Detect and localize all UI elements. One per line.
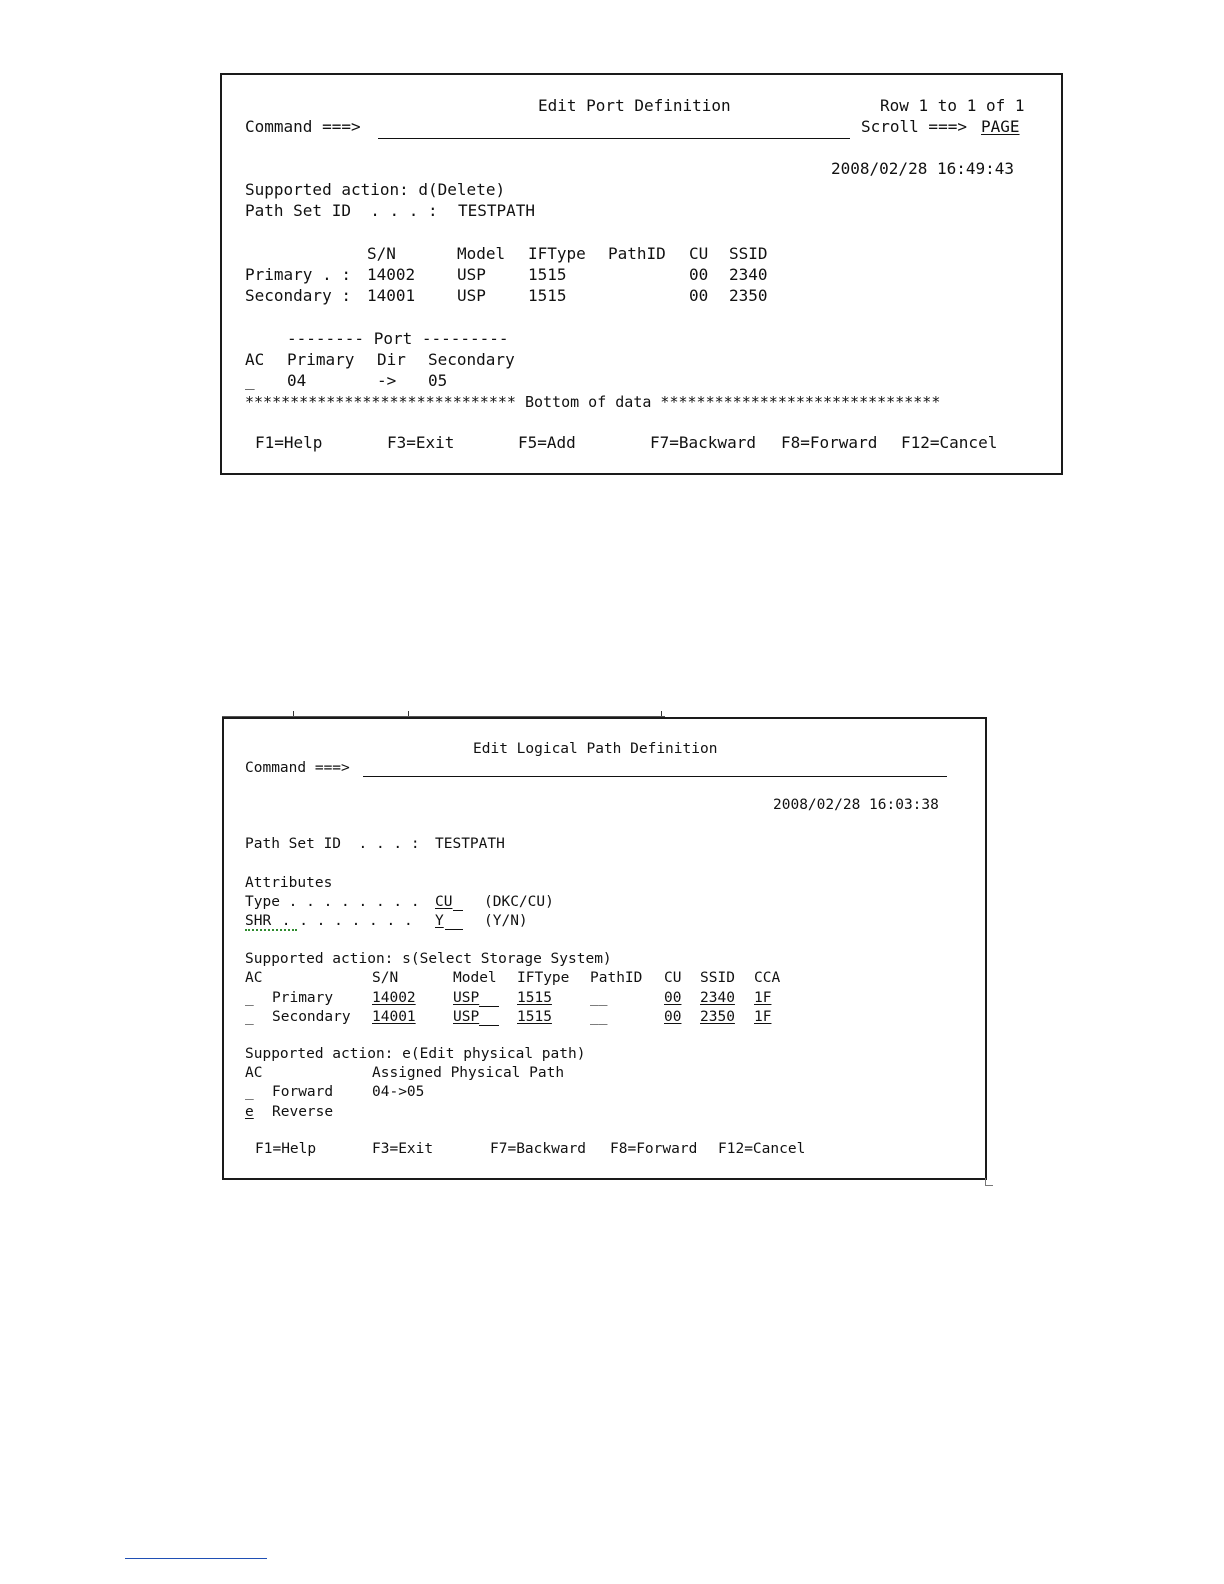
row-cca-input[interactable]: 1F: [754, 1009, 772, 1025]
header-iftype: IFType: [528, 244, 586, 263]
path-set-id-label: Path Set ID . . . :: [245, 836, 420, 852]
attributes-heading: Attributes: [245, 875, 333, 891]
row-sn-input[interactable]: 14002: [372, 990, 416, 1006]
supported-action-edit: Supported action: e(Edit physical path): [245, 1046, 586, 1062]
forward-path-value: 04->05: [372, 1084, 425, 1100]
supported-action: Supported action: d(Delete): [245, 180, 506, 199]
row-action-input[interactable]: _: [245, 1009, 254, 1025]
row-cu: 00: [689, 265, 709, 284]
header-iftype: IFType: [517, 970, 570, 986]
type-input[interactable]: CU: [435, 894, 453, 910]
row-label: Primary . :: [245, 265, 351, 284]
row-ssid: 2350: [729, 286, 768, 305]
port-screen-title: Edit Port Definition: [538, 96, 731, 115]
header-cca: CCA: [754, 970, 781, 986]
edit-logical-path-definition-panel: [222, 717, 987, 1180]
row-cu-input[interactable]: 00: [664, 990, 682, 1006]
ruler-tick: [661, 711, 662, 716]
command-label: Command ===>: [245, 760, 350, 776]
type-hint: (DKC/CU): [484, 894, 554, 910]
header-model: Model: [457, 244, 506, 263]
header-sn: S/N: [372, 970, 399, 986]
shr-label: SHR: [245, 913, 272, 929]
f7-backward-key[interactable]: F7=Backward: [490, 1141, 587, 1157]
forward-label: Forward: [272, 1084, 334, 1100]
scroll-label: Scroll ===>: [861, 117, 967, 136]
port-header-ac: AC: [245, 350, 265, 369]
f3-exit-key[interactable]: F3=Exit: [372, 1141, 434, 1157]
row-pathid-input[interactable]: __: [590, 990, 608, 1006]
command-input[interactable]: [363, 759, 945, 777]
row-model-input[interactable]: USP: [453, 1009, 480, 1025]
port-group-header: -------- Port ---------: [287, 329, 509, 348]
shr-input-underline: [445, 929, 463, 930]
f8-forward-key[interactable]: F8=Forward: [781, 433, 878, 452]
edit-port-definition-panel: [220, 73, 1063, 475]
f12-cancel-key[interactable]: F12=Cancel: [901, 433, 998, 452]
f1-help-key[interactable]: F1=Help: [255, 1141, 317, 1157]
path-set-id-label: Path Set ID . . . :: [245, 201, 438, 220]
path-header-ac: AC: [245, 1065, 263, 1081]
row-iftype-input[interactable]: 1515: [517, 1009, 552, 1025]
row-label: Primary: [272, 990, 334, 1006]
row-cca-input[interactable]: 1F: [754, 990, 772, 1006]
row-ssid-input[interactable]: 2340: [700, 990, 735, 1006]
command-input[interactable]: [378, 118, 848, 136]
f5-add-key[interactable]: F5=Add: [518, 433, 576, 452]
reverse-label: Reverse: [272, 1104, 334, 1120]
row-ssid: 2340: [729, 265, 768, 284]
corner-mark: [985, 1178, 993, 1186]
row-sn-input[interactable]: 14001: [372, 1009, 416, 1025]
ruler-tick: [408, 711, 409, 716]
row-cu: 00: [689, 286, 709, 305]
port-primary-value: 04: [287, 371, 307, 390]
shr-hint: (Y/N): [484, 913, 528, 929]
ruler-tick: [293, 711, 294, 716]
f12-cancel-key[interactable]: F12=Cancel: [718, 1141, 806, 1157]
port-dir-value: ->: [377, 371, 397, 390]
row-model-underline: [479, 1025, 499, 1026]
row-label: Secondary :: [245, 286, 351, 305]
shr-input[interactable]: Y: [435, 913, 444, 929]
path-set-id-value: TESTPATH: [435, 836, 505, 852]
port-header-secondary: Secondary: [428, 350, 515, 369]
path-header-assigned: Assigned Physical Path: [372, 1065, 565, 1081]
bottom-of-data-marker: ****************************** Bottom of data *******************************: [245, 393, 941, 411]
reverse-action-input[interactable]: e: [245, 1104, 254, 1120]
port-header-primary: Primary: [287, 350, 355, 369]
header-cu: CU: [664, 970, 682, 986]
header-pathid: PathID: [608, 244, 666, 263]
path-set-id-value: TESTPATH: [458, 201, 536, 220]
port-header-dir: Dir: [377, 350, 406, 369]
logical-screen-title: Edit Logical Path Definition: [473, 741, 718, 757]
header-sn: S/N: [367, 244, 396, 263]
row-info: Row 1 to 1 of 1: [880, 96, 1025, 115]
row-label: Secondary: [272, 1009, 351, 1025]
supported-action-storage: Supported action: s(Select Storage System): [245, 951, 612, 967]
row-iftype: 1515: [528, 265, 567, 284]
row-model-underline: [479, 1006, 499, 1007]
row-model-input[interactable]: USP: [453, 990, 480, 1006]
shr-dots: . . . . . . . .: [273, 913, 413, 929]
row-model: USP: [457, 286, 486, 305]
port-action-input[interactable]: _: [245, 371, 255, 390]
row-action-input[interactable]: _: [245, 990, 254, 1006]
footnote-separator: [125, 1558, 267, 1559]
f7-backward-key[interactable]: F7=Backward: [650, 433, 756, 452]
forward-action-input[interactable]: _: [245, 1084, 254, 1100]
row-iftype: 1515: [528, 286, 567, 305]
command-label: Command ===>: [245, 117, 361, 136]
scroll-input[interactable]: PAGE: [981, 117, 1020, 136]
row-ssid-input[interactable]: 2350: [700, 1009, 735, 1025]
header-ssid: SSID: [700, 970, 735, 986]
row-pathid-input[interactable]: __: [590, 1009, 608, 1025]
command-input-underline: [378, 138, 850, 139]
timestamp: 2008/02/28 16:49:43: [831, 159, 1015, 178]
header-pathid: PathID: [590, 970, 643, 986]
header-cu: CU: [689, 244, 709, 263]
timestamp: 2008/02/28 16:03:38: [773, 797, 939, 813]
port-secondary-value: 05: [428, 371, 448, 390]
command-input-underline: [363, 776, 947, 777]
f1-help-key[interactable]: F1=Help: [255, 433, 323, 452]
header-model: Model: [453, 970, 497, 986]
type-label: Type . . . . . . . .: [245, 894, 420, 910]
header-ac: AC: [245, 970, 263, 986]
row-iftype-input[interactable]: 1515: [517, 990, 552, 1006]
row-model: USP: [457, 265, 486, 284]
row-sn: 14001: [367, 286, 416, 305]
row-sn: 14002: [367, 265, 416, 284]
row-cu-input[interactable]: 00: [664, 1009, 682, 1025]
type-input-underline: [453, 910, 463, 911]
f8-forward-key[interactable]: F8=Forward: [610, 1141, 698, 1157]
header-ssid: SSID: [729, 244, 768, 263]
f3-exit-key[interactable]: F3=Exit: [387, 433, 455, 452]
